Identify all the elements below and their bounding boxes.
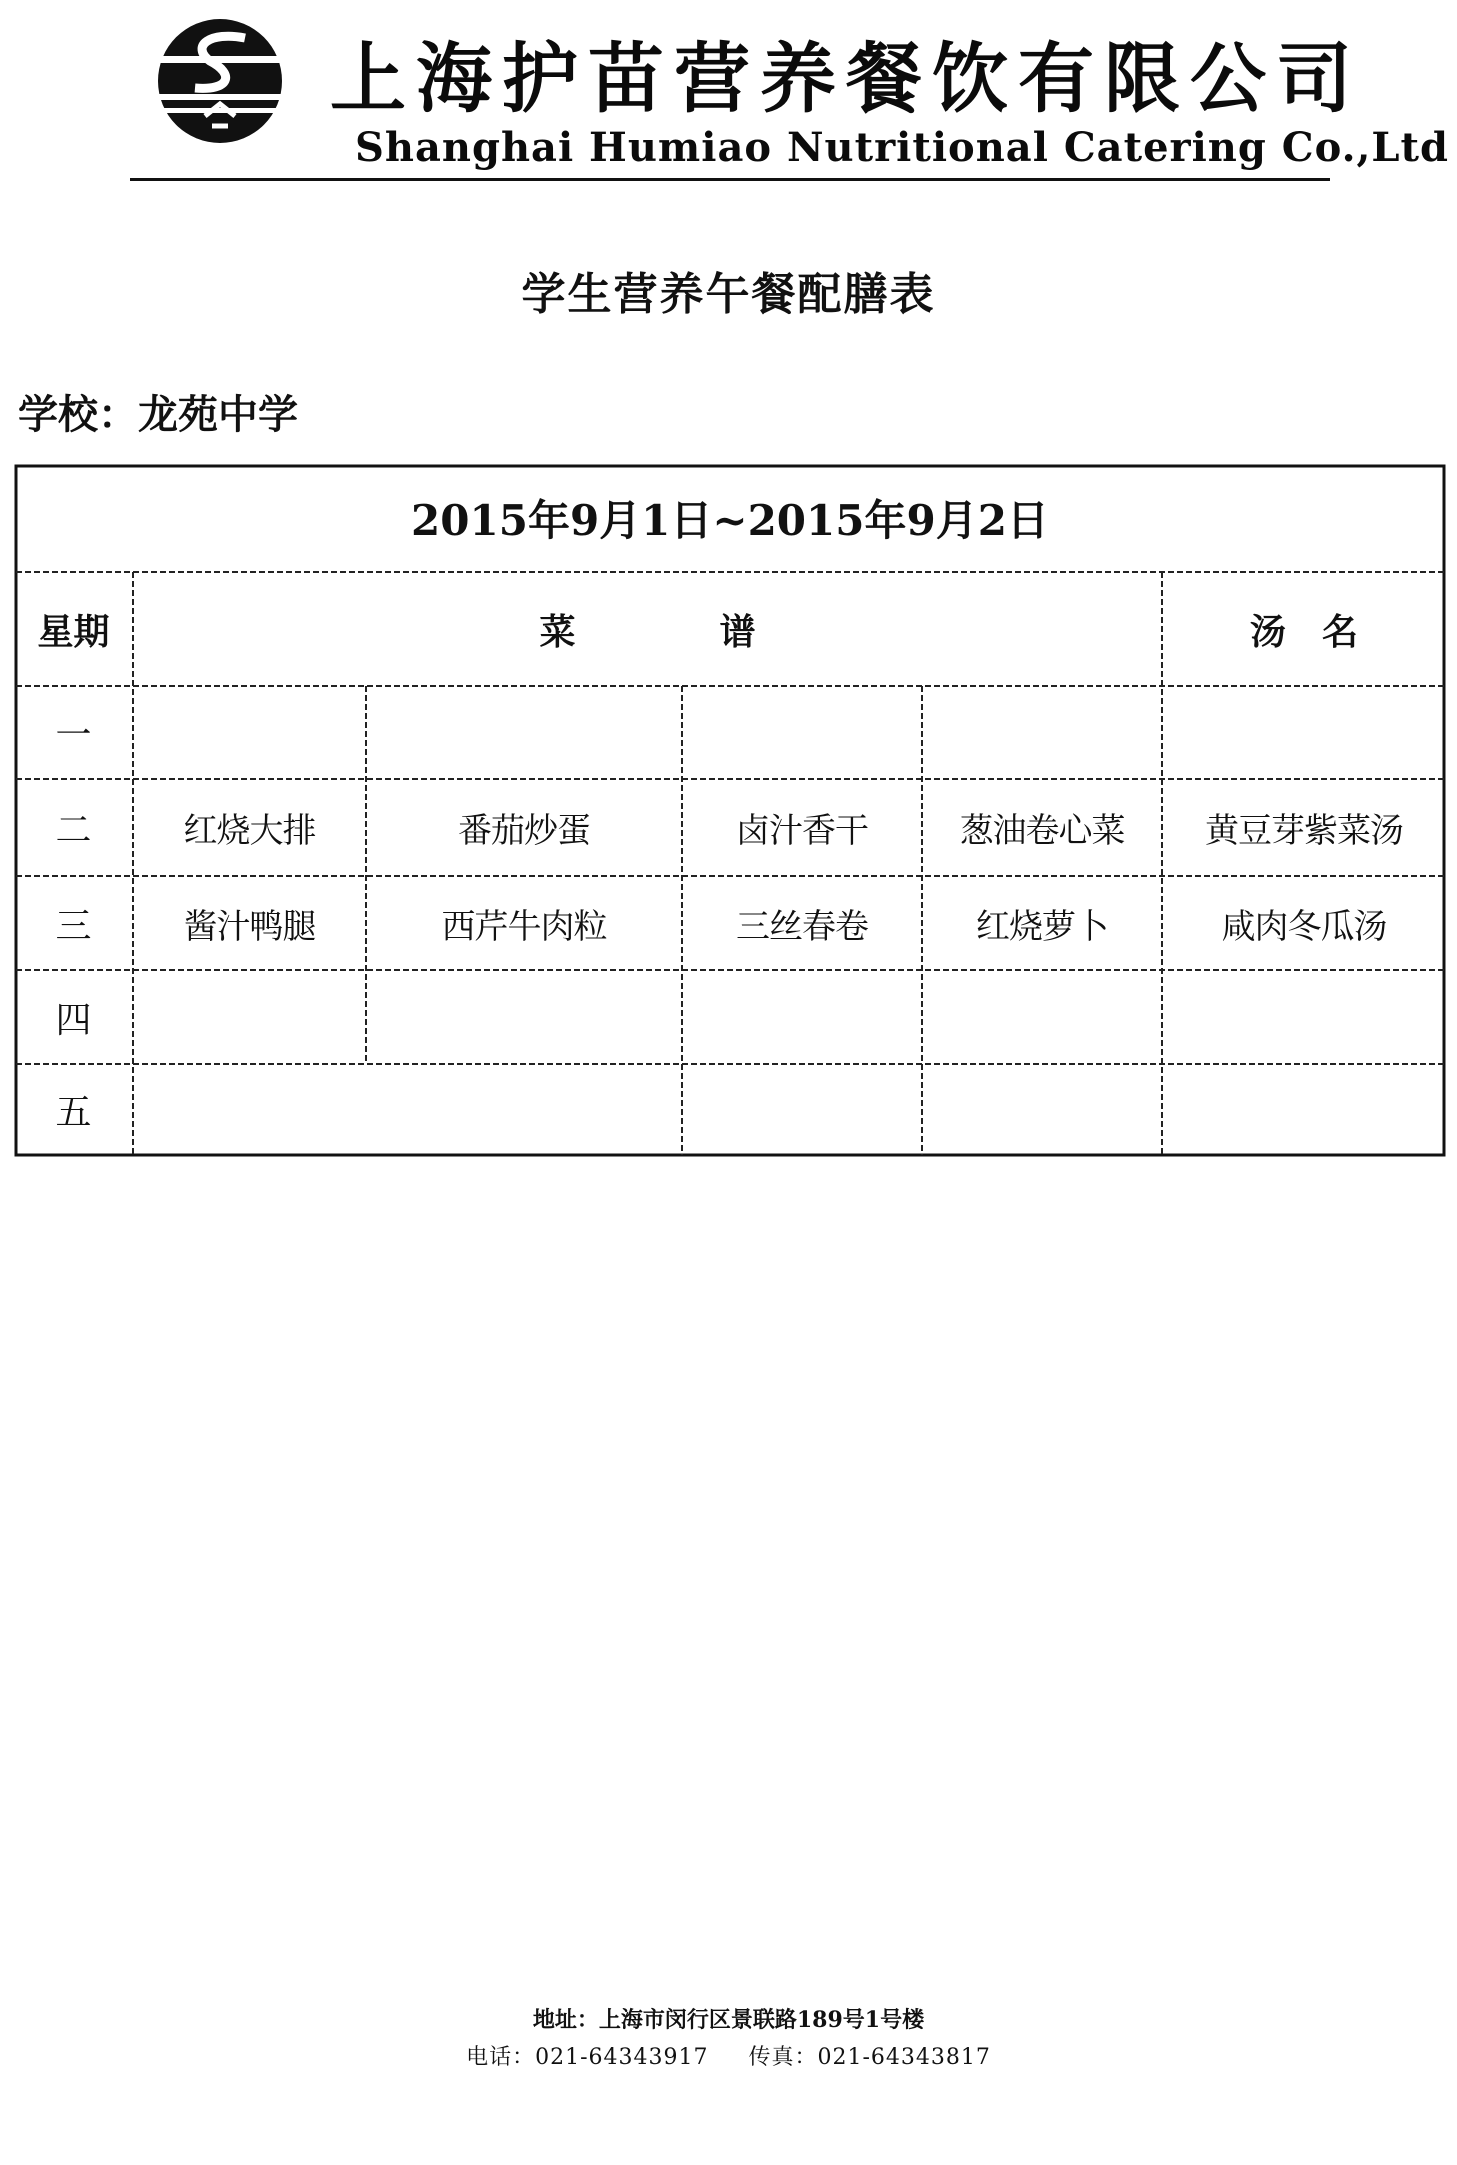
dish-cell [133, 686, 366, 779]
dish-cell: 红烧萝卜 [976, 906, 1108, 947]
soup-cell: 黄豆芽紫菜汤 [1205, 811, 1403, 851]
school-name: 龙苑中学 [138, 392, 298, 438]
dish-cell [682, 686, 922, 779]
soup-cell [1162, 1064, 1446, 1155]
dish-cell: 三丝春卷 [736, 906, 868, 947]
footer-address: 地址：上海市闵行区景联路189号1号楼 [532, 2007, 925, 2033]
day-cell: 四 [55, 999, 92, 1041]
header-menu: 菜 谱 [539, 610, 756, 653]
day-cell: 五 [55, 1092, 92, 1133]
date-range: 2015年9月1日~2015年9月2日 [411, 496, 1049, 545]
company-name-en: Shanghai Humiao Nutritional Catering Co.,Ltd [355, 124, 1449, 171]
dish-cell [922, 686, 1162, 779]
soup-cell [1162, 970, 1446, 1064]
dish-cell [922, 970, 1162, 1064]
document-title: 学生营养午餐配膳表 [521, 269, 936, 320]
dish-cell: 卤汁香干 [736, 811, 868, 851]
soup-cell [1162, 686, 1446, 779]
footer-phone: 电话：021-64343917 [466, 2045, 709, 2070]
dish-cell [682, 970, 922, 1064]
day-cell: 一 [55, 715, 92, 756]
dish-cell [366, 970, 682, 1064]
dish-cell [133, 970, 366, 1064]
footer [0, 2003, 1457, 2071]
company-logo-icon [150, 16, 290, 146]
dish-cell: 酱汁鸭腿 [183, 906, 316, 947]
header-soup: 汤 名 [1249, 610, 1358, 653]
dish-cell [366, 686, 682, 779]
school-label: 学校： [18, 392, 138, 438]
company-name-en-wrap [355, 118, 1449, 171]
company-name-cn: 上海护苗营养餐饮有限公司 [330, 34, 1362, 123]
header-rule [130, 178, 1330, 181]
menu-table [14, 464, 1446, 1157]
day-cell: 三 [55, 905, 92, 947]
school-line [18, 383, 298, 440]
dish-cell [682, 1064, 922, 1155]
dish-cell: 番茄炒蛋 [458, 811, 590, 851]
dish-cell [133, 1064, 682, 1155]
dish-cell: 葱油卷心菜 [959, 811, 1125, 851]
dish-cell: 红烧大排 [183, 811, 316, 851]
footer-contact [0, 2040, 1457, 2071]
dish-cell: 西芹牛肉粒 [441, 906, 607, 947]
footer-fax: 传真：021-64343817 [748, 2045, 991, 2070]
header-weekday: 星期 [37, 610, 110, 653]
day-cell: 二 [55, 810, 92, 851]
soup-cell: 咸肉冬瓜汤 [1221, 906, 1387, 947]
letterhead [140, 10, 1449, 171]
dish-cell [922, 1064, 1162, 1155]
